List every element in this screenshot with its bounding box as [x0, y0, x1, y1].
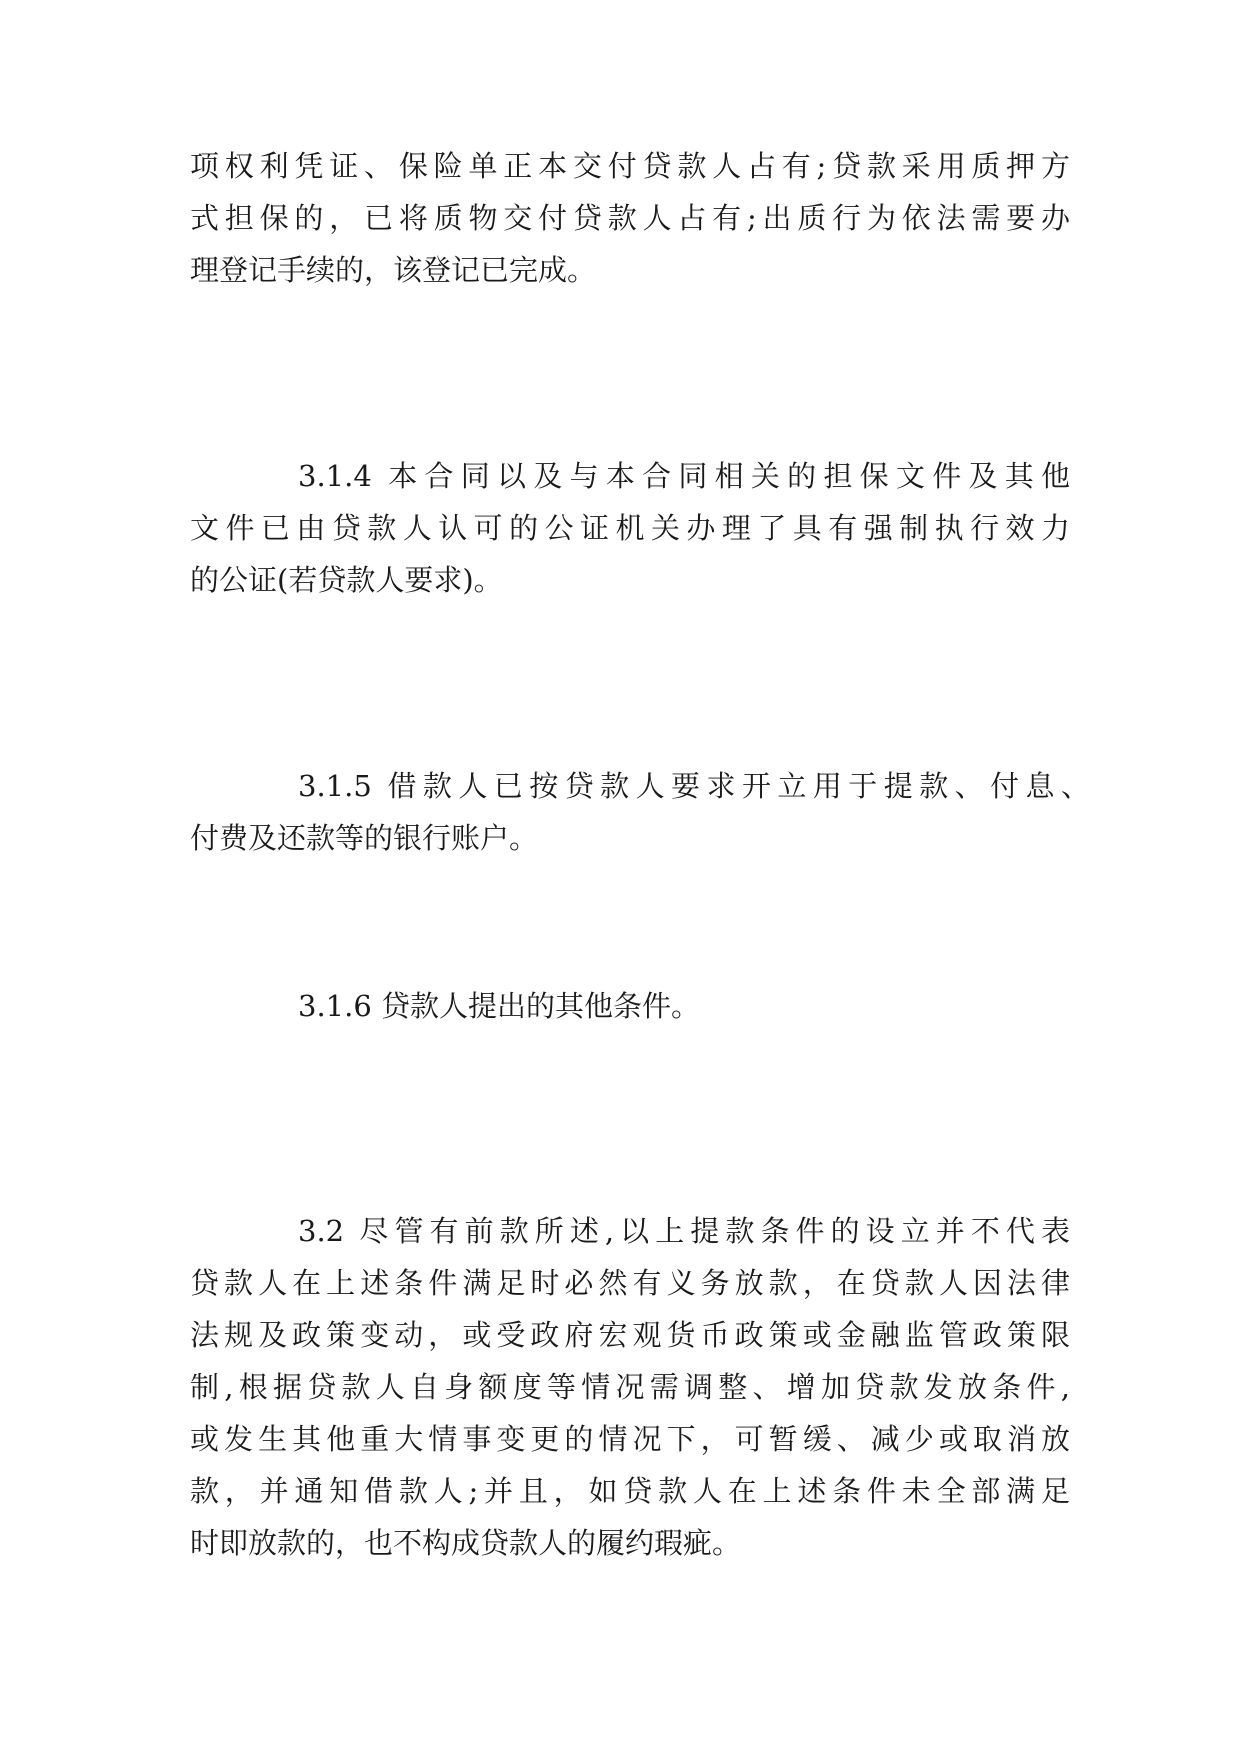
paragraph-line: 贷款人在上述条件满足时必然有义务放款，在贷款人因法律 [190, 1266, 1070, 1300]
paragraph-line: 式担保的，已将质物交付贷款人占有;出质行为依法需要办 [190, 201, 1070, 235]
paragraph-line: 款，并通知借款人;并且，如贷款人在上述条件未全部满足 [190, 1474, 1070, 1508]
paragraph-line: 付费及还款等的银行账户。 [190, 821, 539, 855]
paragraph-line: 或发生其他重大情事变更的情况下，可暂缓、减少或取消放 [190, 1422, 1070, 1456]
paragraph-line: 项权利凭证、保险单正本交付贷款人占有;贷款采用质押方 [190, 149, 1070, 183]
paragraph-line: 理登记手续的，该登记已完成。 [190, 253, 597, 287]
paragraph-clause-3-1-6 [190, 980, 1070, 1032]
paragraph-collateral [190, 140, 1070, 296]
paragraph-line: 3.1.4 本合同以及与本合同相关的担保文件及其他 [298, 459, 1070, 493]
paragraph-line: 的公证(若贷款人要求)。 [190, 563, 503, 597]
paragraph-clause-3-2 [190, 1205, 1070, 1569]
paragraph-line: 时即放款的，也不构成贷款人的履约瑕疵。 [190, 1526, 742, 1560]
paragraph-line: 制,根据贷款人自身额度等情况需调整、增加贷款发放条件, [190, 1370, 1070, 1404]
paragraph-clause-3-1-5 [190, 760, 1090, 864]
paragraph-clause-3-1-4 [190, 450, 1070, 606]
paragraph-line: 法规及政策变动，或受政府宏观货币政策或金融监管政策限 [190, 1318, 1070, 1352]
paragraph-line: 3.1.6 贷款人提出的其他条件。 [298, 989, 701, 1023]
paragraph-line: 文件已由贷款人认可的公证机关办理了具有强制执行效力 [190, 511, 1070, 545]
paragraph-line: 3.2 尽管有前款所述,以上提款条件的设立并不代表 [298, 1214, 1070, 1248]
paragraph-line: 3.1.5 借款人已按贷款人要求开立用于提款、付息、 [298, 769, 1090, 803]
